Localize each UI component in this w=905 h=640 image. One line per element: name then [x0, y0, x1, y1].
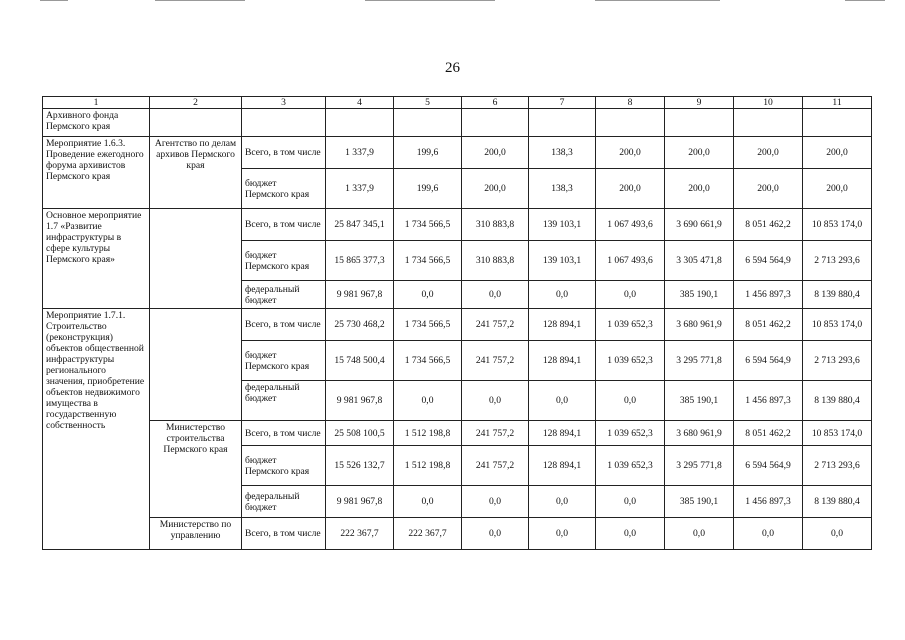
- value-cell: 25 508 100,5: [326, 421, 394, 446]
- value-cell: 222 367,7: [394, 518, 462, 550]
- value-cell: 25 730 468,2: [326, 309, 394, 341]
- value-cell: 3 295 771,8: [665, 446, 734, 486]
- value-cell: 241 757,2: [462, 309, 529, 341]
- value-cell: 3 305 471,8: [665, 241, 734, 281]
- value-cell: 138,3: [529, 137, 596, 169]
- header-cell: 2: [150, 97, 242, 109]
- value-cell: 200,0: [665, 137, 734, 169]
- value-cell: 241 757,2: [462, 421, 529, 446]
- value-cell: 1 337,9: [326, 137, 394, 169]
- value-cell: 1 734 566,5: [394, 241, 462, 281]
- value-cell: 3 690 661,9: [665, 209, 734, 241]
- activity-name: Основное мероприятие 1.7 «Развитие инфраструктуры в сфере культуры Пермского края»: [43, 209, 150, 309]
- value-cell: 9 981 967,8: [326, 486, 394, 518]
- value-cell: 0,0: [596, 281, 665, 309]
- executor-name: Министерство строительства Пермского края: [150, 421, 242, 518]
- activity-name: Мероприятие 1.6.3. Проведение ежегодного форума архивистов Пермского края: [43, 137, 150, 209]
- value-cell: 8 051 462,2: [734, 421, 803, 446]
- value-cell: 2 713 293,6: [803, 241, 872, 281]
- activity-name: Архивного фонда Пермского края: [43, 109, 150, 137]
- header-cell: 5: [394, 97, 462, 109]
- value-cell: 128 894,1: [529, 341, 596, 381]
- header-cell: 7: [529, 97, 596, 109]
- value-cell: 3 680 961,9: [665, 421, 734, 446]
- funding-source: федеральный бюджет: [242, 381, 326, 421]
- value-cell: 0,0: [803, 518, 872, 550]
- value-cell: 1 039 652,3: [596, 341, 665, 381]
- value-cell: 0,0: [665, 518, 734, 550]
- value-cell: 1 734 566,5: [394, 209, 462, 241]
- value-cell: 8 139 880,4: [803, 486, 872, 518]
- value-cell: 0,0: [462, 281, 529, 309]
- value-cell: 1 734 566,5: [394, 309, 462, 341]
- header-row: [43, 97, 872, 109]
- value-cell: 139 103,1: [529, 209, 596, 241]
- value-cell: 10 853 174,0: [803, 209, 872, 241]
- table-row: [43, 309, 872, 341]
- value-cell: 0,0: [529, 518, 596, 550]
- value-cell: 0,0: [596, 381, 665, 421]
- value-cell: 200,0: [803, 169, 872, 209]
- value-cell: 15 748 500,4: [326, 341, 394, 381]
- value-cell: 128 894,1: [529, 446, 596, 486]
- value-cell: 200,0: [462, 169, 529, 209]
- value-cell: 1 337,9: [326, 169, 394, 209]
- funding-source: Всего, в том числе: [242, 518, 326, 550]
- value-cell: 2 713 293,6: [803, 446, 872, 486]
- value-cell: 0,0: [394, 281, 462, 309]
- top-rule: [40, 0, 68, 1]
- value-cell: 8 139 880,4: [803, 381, 872, 421]
- value-cell: 200,0: [665, 169, 734, 209]
- value-cell: 15 526 132,7: [326, 446, 394, 486]
- value-cell: 200,0: [596, 169, 665, 209]
- value-cell: 1 067 493,6: [596, 241, 665, 281]
- funding-source: Всего, в том числе: [242, 421, 326, 446]
- value-cell: 1 512 198,8: [394, 446, 462, 486]
- value-cell: 9 981 967,8: [326, 281, 394, 309]
- funding-source: бюджет Пермского края: [242, 341, 326, 381]
- value-cell: 310 883,8: [462, 209, 529, 241]
- value-cell: 241 757,2: [462, 446, 529, 486]
- top-rule: [365, 0, 495, 1]
- value-cell: 1 039 652,3: [596, 421, 665, 446]
- header-cell: 10: [734, 97, 803, 109]
- value-cell: 1 039 652,3: [596, 309, 665, 341]
- value-cell: 8 051 462,2: [734, 309, 803, 341]
- value-cell: 25 847 345,1: [326, 209, 394, 241]
- value-cell: 200,0: [462, 137, 529, 169]
- value-cell: 200,0: [734, 137, 803, 169]
- value-cell: 2 713 293,6: [803, 341, 872, 381]
- header-cell: 4: [326, 97, 394, 109]
- executor-name: Агентство по делам архивов Пермского края: [150, 137, 242, 209]
- value-cell: 0,0: [596, 518, 665, 550]
- page-number: 26: [445, 60, 460, 76]
- funding-source: Всего, в том числе: [242, 309, 326, 341]
- executor-name-empty: [150, 209, 242, 309]
- table-row: [43, 109, 872, 137]
- value-cell: 200,0: [734, 169, 803, 209]
- funding-source: Всего, в том числе: [242, 137, 326, 169]
- funding-source: бюджет Пермского края: [242, 446, 326, 486]
- table-row: [43, 421, 872, 446]
- top-rule: [595, 0, 720, 1]
- value-cell: 385 190,1: [665, 281, 734, 309]
- value-cell: 0,0: [529, 281, 596, 309]
- top-rule: [845, 0, 885, 1]
- value-cell: 9 981 967,8: [326, 381, 394, 421]
- value-cell: 6 594 564,9: [734, 241, 803, 281]
- value-cell: 3 295 771,8: [665, 341, 734, 381]
- value-cell: 1 456 897,3: [734, 281, 803, 309]
- header-cell: 8: [596, 97, 665, 109]
- value-cell: 0,0: [596, 486, 665, 518]
- header-cell: 1: [43, 97, 150, 109]
- value-cell: 128 894,1: [529, 309, 596, 341]
- value-cell: 385 190,1: [665, 381, 734, 421]
- value-cell: 200,0: [803, 137, 872, 169]
- value-cell: 199,6: [394, 169, 462, 209]
- value-cell: 1 456 897,3: [734, 486, 803, 518]
- executor-name-empty: [150, 309, 242, 421]
- executor-name: Министерство по управлению: [150, 518, 242, 550]
- funding-source: бюджет Пермского края: [242, 241, 326, 281]
- header-cell: 11: [803, 97, 872, 109]
- funding-source: бюджет Пермского края: [242, 169, 326, 209]
- value-cell: 10 853 174,0: [803, 309, 872, 341]
- header-cell: 3: [242, 97, 326, 109]
- value-cell: 1 456 897,3: [734, 381, 803, 421]
- table-row: [43, 518, 872, 550]
- value-cell: 8 051 462,2: [734, 209, 803, 241]
- value-cell: 0,0: [529, 486, 596, 518]
- value-cell: 0,0: [462, 518, 529, 550]
- top-rule: [155, 0, 245, 1]
- value-cell: 0,0: [462, 381, 529, 421]
- value-cell: 6 594 564,9: [734, 446, 803, 486]
- value-cell: 0,0: [529, 381, 596, 421]
- value-cell: 222 367,7: [326, 518, 394, 550]
- value-cell: 0,0: [734, 518, 803, 550]
- value-cell: 128 894,1: [529, 421, 596, 446]
- value-cell: 199,6: [394, 137, 462, 169]
- value-cell: 200,0: [596, 137, 665, 169]
- header-cell: 9: [665, 97, 734, 109]
- value-cell: 1 512 198,8: [394, 421, 462, 446]
- value-cell: 1 039 652,3: [596, 446, 665, 486]
- value-cell: 385 190,1: [665, 486, 734, 518]
- funding-source: федеральный бюджет: [242, 486, 326, 518]
- value-cell: 310 883,8: [462, 241, 529, 281]
- value-cell: 0,0: [462, 486, 529, 518]
- value-cell: 138,3: [529, 169, 596, 209]
- value-cell: 6 594 564,9: [734, 341, 803, 381]
- value-cell: 241 757,2: [462, 341, 529, 381]
- value-cell: 1 734 566,5: [394, 341, 462, 381]
- header-cell: 6: [462, 97, 529, 109]
- funding-source: федеральный бюджет: [242, 281, 326, 309]
- value-cell: 3 680 961,9: [665, 309, 734, 341]
- value-cell: 139 103,1: [529, 241, 596, 281]
- value-cell: 15 865 377,3: [326, 241, 394, 281]
- value-cell: 1 067 493,6: [596, 209, 665, 241]
- value-cell: 0,0: [394, 486, 462, 518]
- value-cell: 0,0: [394, 381, 462, 421]
- value-cell: 10 853 174,0: [803, 421, 872, 446]
- table-row: [43, 137, 872, 169]
- table-row: [43, 209, 872, 241]
- funding-source: Всего, в том числе: [242, 209, 326, 241]
- budget-table: [42, 96, 872, 550]
- activity-name: Мероприятие 1.7.1. Строительство (реконструкция) объектов общественной инфраструктуры регионального значения, приобретение объектов недвижимого имущества в государственную собственность: [43, 309, 150, 550]
- value-cell: 8 139 880,4: [803, 281, 872, 309]
